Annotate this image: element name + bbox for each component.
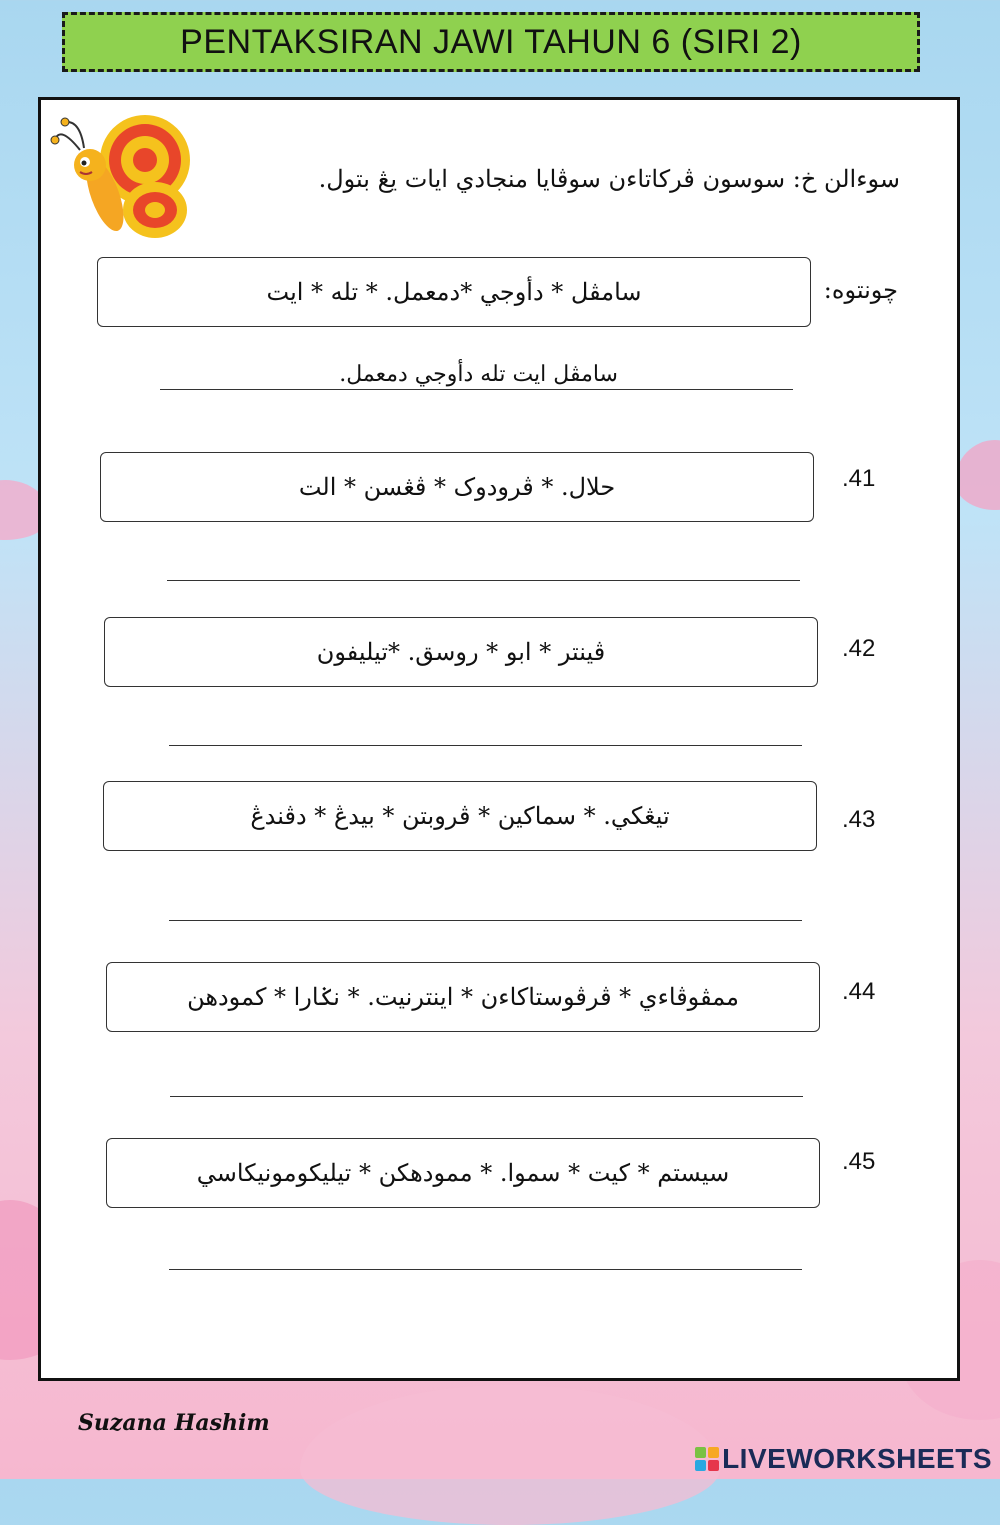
butterfly-icon: [50, 110, 200, 245]
question-word-box: [100, 452, 814, 522]
background-petal: [300, 1385, 720, 1525]
question-words: تيڠکي. * سماکين * ڤروبتن * بيدڠ * دڤندڠ: [250, 802, 670, 830]
example-words: سامڤل * دأوجي *دمعمل. * تله * ايت: [266, 278, 642, 306]
question-number: .44: [842, 978, 876, 1005]
example-word-box: [97, 257, 811, 327]
question-number: .41: [842, 465, 876, 492]
question-words: سيستم * کيت * سموا. * ممودهکن * تيليکومونيکاسي: [196, 1159, 730, 1187]
question-number: .43: [842, 806, 876, 833]
page-title: PENTAKSIRAN JAWI TAHUN 6 (SIRI 2): [180, 22, 802, 61]
background-petal: [955, 440, 1000, 510]
question-number: .42: [842, 635, 876, 662]
question-number: .45: [842, 1148, 876, 1175]
answer-line[interactable]: [169, 745, 802, 746]
example-answer: سامڤل ايت تله دأوجي دمعمل.: [339, 362, 618, 387]
answer-line[interactable]: [167, 580, 800, 581]
question-word-box: [106, 1138, 820, 1208]
brand-name: LIVEWORKSHEETS: [722, 1443, 992, 1474]
instruction-text: سوءالن خ: سوسون ڤركاتاءن سوڤايا منجادي ايات يڠ بتول.: [318, 165, 900, 193]
question-words: ممڤوڤاءي * ڤرڤوستاکاءن * اينترنيت. * نݢارا * کمودهن: [187, 983, 739, 1011]
brand-logo-icon: [695, 1447, 719, 1471]
answer-line[interactable]: [169, 1269, 802, 1270]
title-banner: [62, 12, 920, 72]
liveworksheets-brand[interactable]: [695, 1443, 992, 1475]
question-word-box: [106, 962, 820, 1032]
question-words: حلال. * ڤرودوک * ڤڠسن * الت: [298, 473, 616, 501]
example-answer-line: [160, 389, 793, 390]
author-signature: Suzana Hashim: [78, 1410, 270, 1436]
question-words: ڤينتر * ابو * روسق. *تيليفون: [316, 638, 606, 666]
answer-line[interactable]: [170, 1096, 803, 1097]
example-label: چونتوه:: [823, 276, 898, 304]
question-word-box: [103, 781, 817, 851]
answer-line[interactable]: [169, 920, 802, 921]
question-word-box: [104, 617, 818, 687]
